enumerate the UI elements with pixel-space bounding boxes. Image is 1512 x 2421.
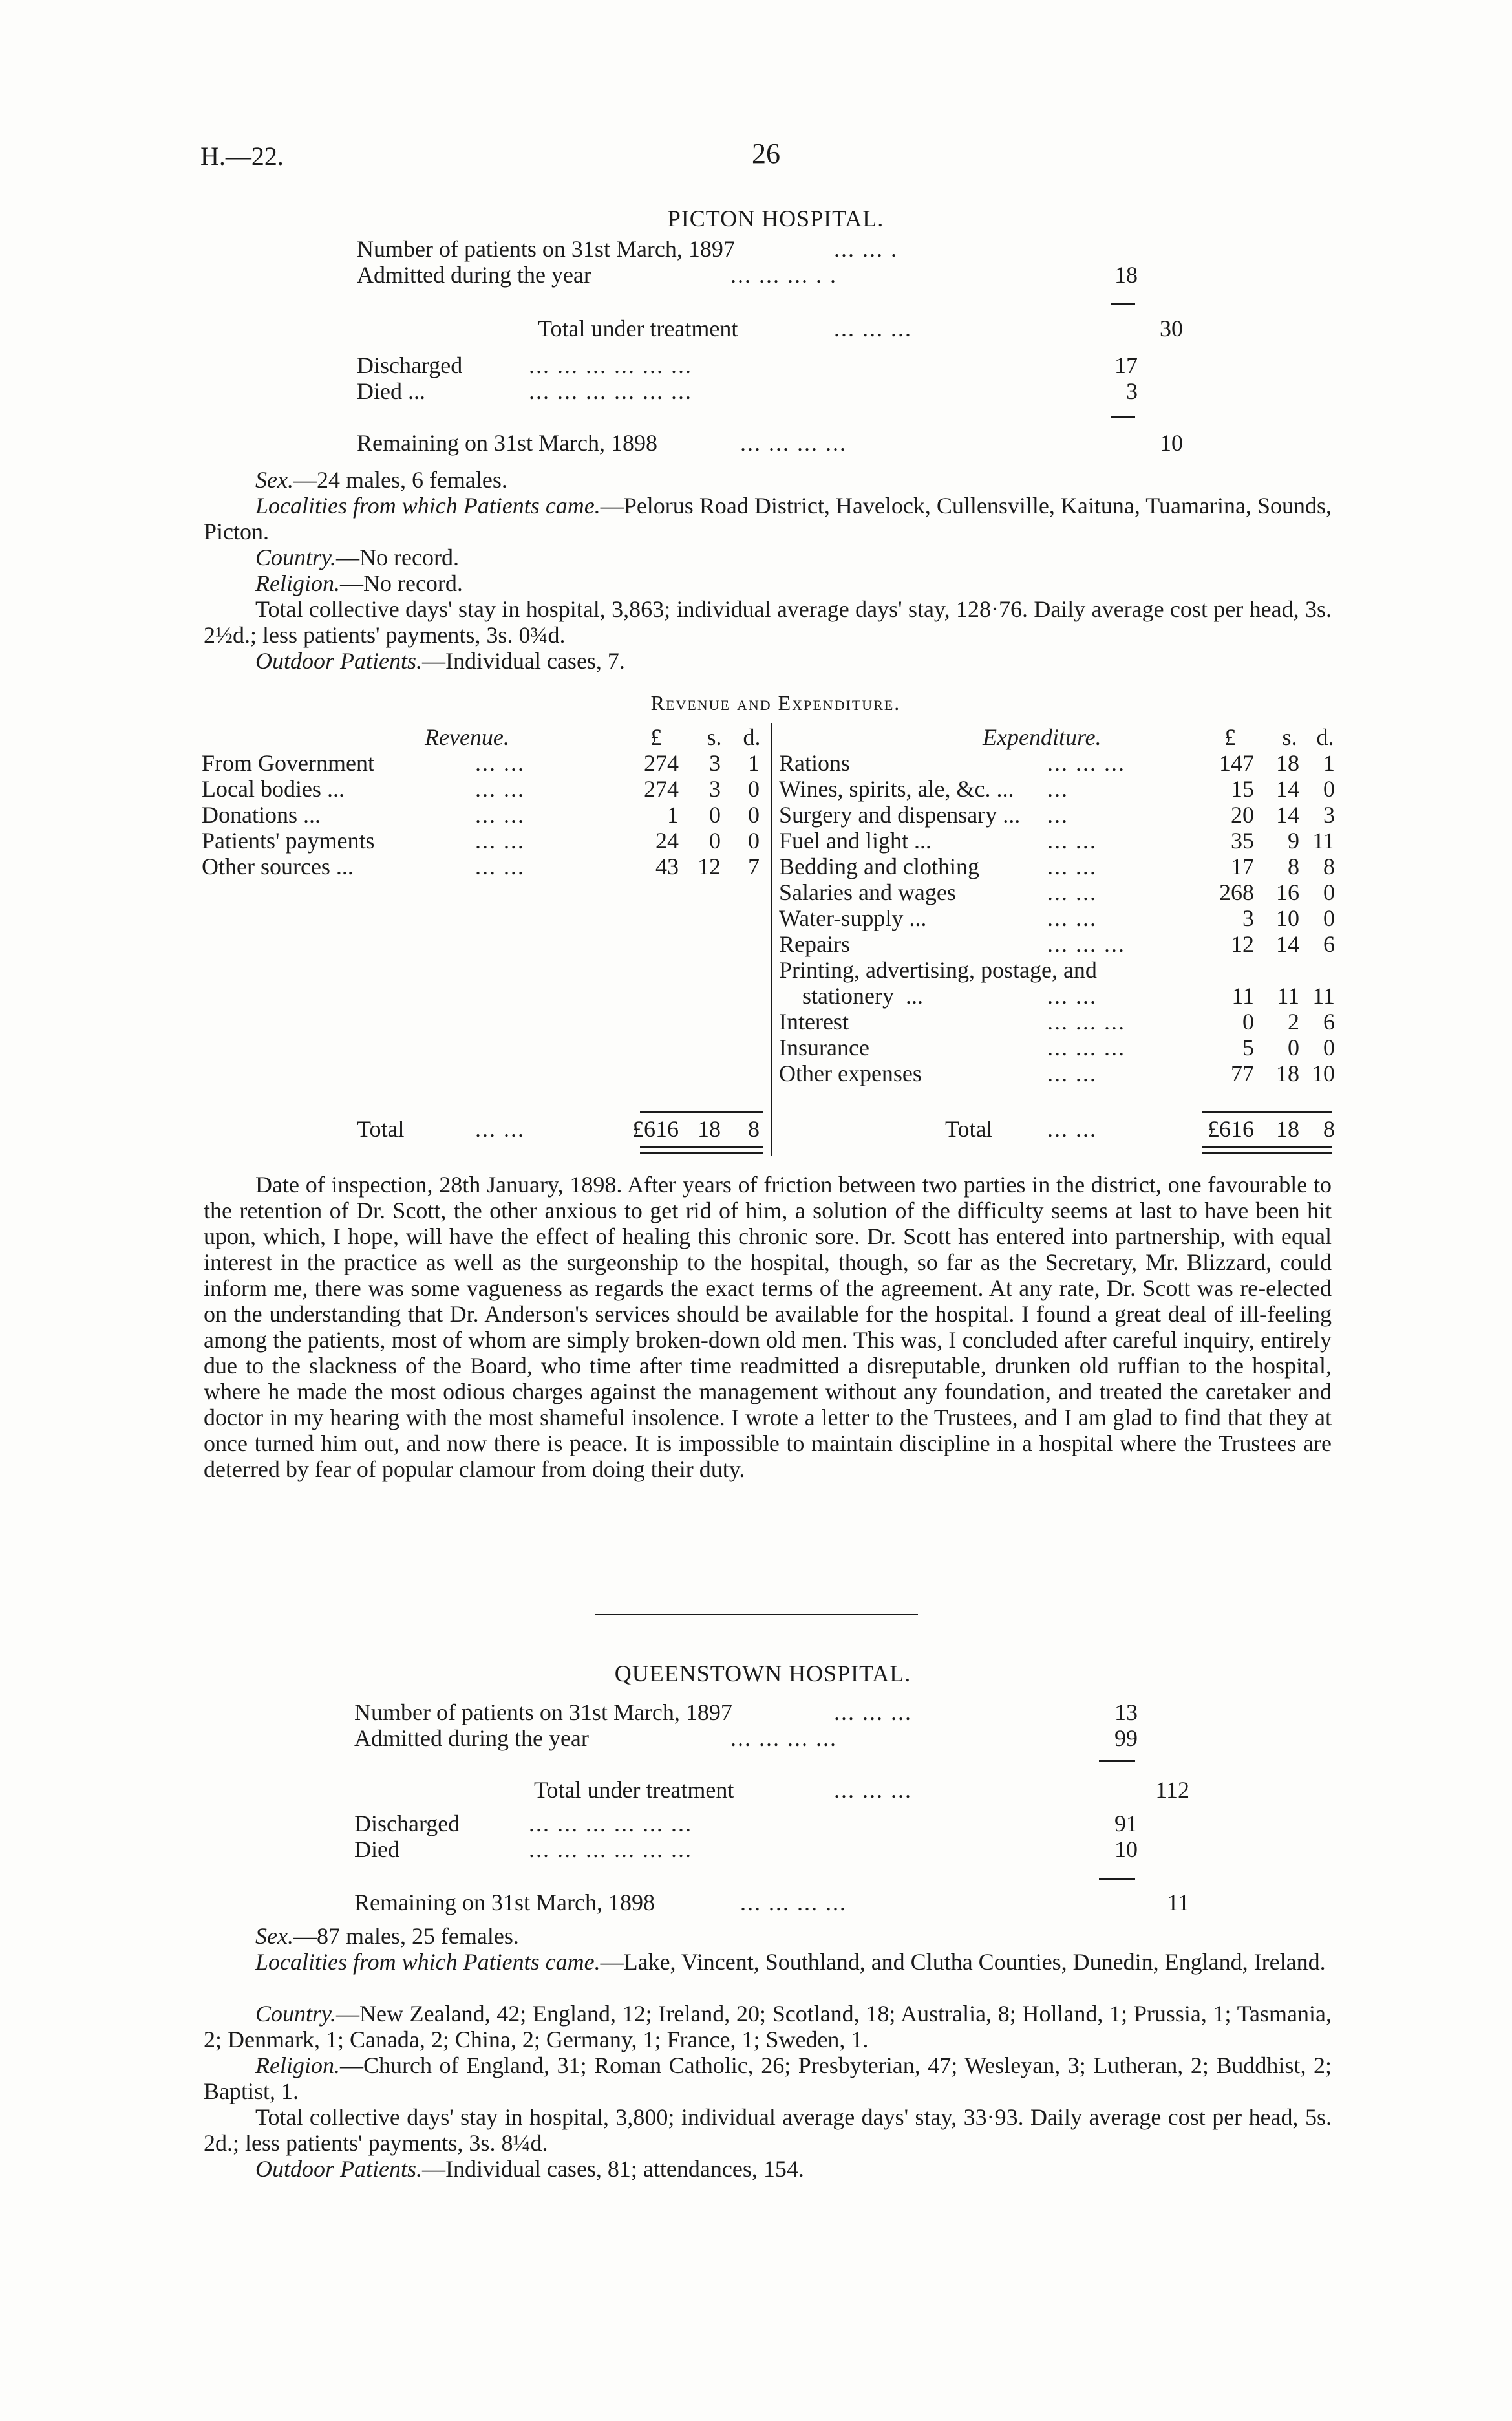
- revenue-item-shillings: 0: [709, 828, 721, 854]
- expenditure-col-pence: d.: [1316, 724, 1334, 750]
- revenue-total-label: Total: [357, 1116, 405, 1142]
- revenue-item-pence: 0: [748, 776, 760, 802]
- picton-died-value: 3: [1126, 378, 1138, 404]
- expenditure-item-shillings: 14: [1276, 776, 1299, 802]
- expenditure-item-label: Salaries and wages: [779, 879, 956, 905]
- picton-remaining-label: Remaining on 31st March, 1898: [357, 430, 657, 456]
- revenue-item-label: Patients' payments: [202, 828, 375, 854]
- revenue-item-pounds: 43: [655, 854, 679, 879]
- expenditure-item-pence: 8: [1323, 854, 1335, 879]
- revenue-item-pounds: 274: [644, 750, 679, 776]
- revenue-item-pounds: 274: [644, 776, 679, 802]
- queenstown-sex: Sex.—87 males, 25 females.: [255, 1923, 519, 1949]
- expenditure-item-pence: 0: [1323, 879, 1335, 905]
- expenditure-total-pence: 8: [1323, 1116, 1335, 1142]
- picton-remaining-rule: [1111, 416, 1135, 418]
- expenditure-total-rule: [1202, 1111, 1332, 1113]
- picton-inspection-report: Date of inspection, 28th January, 1898. After years of friction between two parties in the district, one favourable to the retention of Dr. Scott, the other anxious to get rid of him, a solution of the difficulty seems at last to have been hit upon, which, I hope, will have the effect of healing this chronic sore. Dr. Scott has entered into partnership, with equal interest in the practice as well as the surgeonship to the hospital, though, so far as the Secretary, Mr. Blizzard, could inform me, there was some vagueness as regards the exact terms of the agreement. At any rate, Dr. Scott was re-elected on the understanding that Dr. Anderson's services should be available for the hospital. I found a great deal of ill-feeling among the patients, most of whom are simply broken-down old men. This was, I concluded after careful inquiry, entirely due to the slackness of the Board, who time after time readmitted a disreputable, drunken old ruffian to the hospital, where he made the most odious charges against the management without any foundation, and treated the caretaker and doctor in my hearing with the most shameful insolence. I wrote a letter to the Trustees, and I am glad to find that they at once turned him out, and now there is peace. It is impossible to maintain discipline in a hospital where the Trustees are deterred by fear of popular clamour from doing their duty.: [204, 1172, 1332, 1482]
- queenstown-title: QUEENSTOWN HOSPITAL.: [614, 1661, 911, 1686]
- revenue-item-label: Local bodies ...: [202, 776, 345, 802]
- expenditure-item-pounds: 77: [1231, 1060, 1254, 1086]
- picton-discharged-dots: ... ... ... ... ... ...: [529, 352, 692, 378]
- expenditure-item-pounds: 147: [1219, 750, 1254, 776]
- revenue-item-dots: ... ...: [475, 802, 525, 828]
- section-separator: [595, 1614, 918, 1615]
- revenue-item-pence: 0: [748, 828, 760, 854]
- expenditure-item-dots: ... ... ...: [1047, 1035, 1125, 1060]
- expenditure-item-pounds: 5: [1242, 1035, 1254, 1060]
- expenditure-item-pounds: 35: [1231, 828, 1254, 854]
- expenditure-item-dots: ... ...: [1047, 1060, 1097, 1086]
- picton-accounts-title: Revenue and Expenditure.: [650, 691, 901, 715]
- revenue-item-dots: ... ...: [475, 828, 525, 854]
- queenstown-died-value: 10: [1114, 1836, 1138, 1862]
- picton-discharged-value: 17: [1114, 352, 1138, 378]
- expenditure-item-dots: ...: [1047, 802, 1069, 828]
- revenue-item-pounds: 24: [655, 828, 679, 854]
- picton-total-dots: ... ... ...: [834, 316, 912, 341]
- picton-patients-start-dots: ... ... .: [834, 236, 898, 262]
- queenstown-religion: Religion.—Church of England, 31; Roman Catholic, 26; Presbyterian, 47; Wesleyan, 3; Lutheran, 2; Buddhist, 2; Baptist, 1.: [204, 2052, 1332, 2104]
- expenditure-item-pounds: 268: [1219, 879, 1254, 905]
- expenditure-total-shillings: 18: [1276, 1116, 1299, 1142]
- revenue-item-shillings: 0: [709, 802, 721, 828]
- expenditure-item-dots: ... ...: [1047, 828, 1097, 854]
- expenditure-item-label: Insurance: [779, 1035, 869, 1060]
- queenstown-patients-start-value: 13: [1114, 1699, 1138, 1725]
- queenstown-subtotal-rule: [1099, 1760, 1135, 1762]
- picton-admitted-label: Admitted during the year: [357, 262, 591, 288]
- expenditure-item-dots: ...: [1047, 776, 1069, 802]
- expenditure-item-pence: 1: [1323, 750, 1335, 776]
- expenditure-item-pounds: 17: [1231, 854, 1254, 879]
- revenue-total-pounds: £616: [632, 1116, 679, 1142]
- queenstown-remaining-dots: ... ... ... ...: [740, 1889, 847, 1915]
- expenditure-total-double-rule: [1202, 1146, 1332, 1154]
- picton-patients-start-label: Number of patients on 31st March, 1897: [357, 236, 735, 262]
- revenue-item-label: Other sources ...: [202, 854, 354, 879]
- queenstown-discharged-label: Discharged: [354, 1811, 460, 1836]
- expenditure-item-label: Wines, spirits, ale, &c. ...: [779, 776, 1014, 802]
- revenue-total-shillings: 18: [697, 1116, 721, 1142]
- expenditure-item-shillings: 8: [1288, 854, 1299, 879]
- expenditure-item-dots: ... ...: [1047, 983, 1097, 1009]
- revenue-item-shillings: 3: [709, 750, 721, 776]
- picton-total-label: Total under treatment: [538, 316, 738, 341]
- expenditure-item-pounds: 0: [1242, 1009, 1254, 1035]
- expenditure-item-pence: 3: [1323, 802, 1335, 828]
- expenditure-item-shillings: 14: [1276, 802, 1299, 828]
- report-reference: H.—22.: [200, 142, 284, 171]
- expenditure-item-pence: 10: [1312, 1060, 1335, 1086]
- expenditure-item-dots: ... ... ...: [1047, 931, 1125, 957]
- queenstown-discharged-value: 91: [1114, 1811, 1138, 1836]
- expenditure-item-label: stationery ...: [779, 983, 923, 1009]
- revenue-item-pounds: 1: [667, 802, 679, 828]
- expenditure-item-dots: ... ...: [1047, 879, 1097, 905]
- picton-religion: Religion.—No record.: [255, 570, 463, 596]
- expenditure-item-label: Other expenses: [779, 1060, 922, 1086]
- expenditure-item-label: Printing, advertising, postage, and: [779, 957, 1097, 983]
- revenue-item-shillings: 12: [697, 854, 721, 879]
- picton-died-dots: ... ... ... ... ... ...: [529, 378, 692, 404]
- revenue-col-shillings: s.: [707, 724, 722, 750]
- revenue-item-dots: ... ...: [475, 776, 525, 802]
- queenstown-patients-start-dots: ... ... ...: [834, 1699, 912, 1725]
- queenstown-admitted-value: 99: [1114, 1725, 1138, 1751]
- queenstown-admitted-label: Admitted during the year: [354, 1725, 589, 1751]
- expenditure-total-pounds: £616: [1208, 1116, 1254, 1142]
- expenditure-item-dots: ... ...: [1047, 905, 1097, 931]
- expenditure-item-shillings: 14: [1276, 931, 1299, 957]
- expenditure-heading: Expenditure.: [983, 724, 1102, 750]
- queenstown-died-dots: ... ... ... ... ... ...: [529, 1836, 692, 1862]
- revenue-item-shillings: 3: [709, 776, 721, 802]
- accounts-divider: [771, 723, 772, 1156]
- queenstown-remaining-value: 11: [1167, 1889, 1189, 1915]
- expenditure-item-label: Water-supply ...: [779, 905, 927, 931]
- queenstown-total-value: 112: [1155, 1777, 1189, 1803]
- queenstown-admitted-dots: ... ... ... ...: [730, 1725, 837, 1751]
- revenue-item-pence: 0: [748, 802, 760, 828]
- expenditure-item-pence: 6: [1323, 1009, 1335, 1035]
- picton-remaining-dots: ... ... ... ...: [740, 430, 847, 456]
- expenditure-item-pence: 11: [1312, 828, 1335, 854]
- revenue-item-label: Donations ...: [202, 802, 321, 828]
- picton-admitted-dots: ... ... ... . .: [730, 262, 837, 288]
- queenstown-localities: Localities from which Patients came.—Lake, Vincent, Southland, and Clutha Counties, Dunedin, England, Ireland.: [255, 1949, 1326, 1975]
- picton-country: Country.—No record.: [255, 544, 459, 570]
- expenditure-item-dots: ... ...: [1047, 854, 1097, 879]
- picton-remaining-value: 10: [1160, 430, 1183, 456]
- revenue-total-pence: 8: [748, 1116, 760, 1142]
- expenditure-item-shillings: 10: [1276, 905, 1299, 931]
- expenditure-item-pence: 0: [1323, 1035, 1335, 1060]
- expenditure-item-shillings: 2: [1288, 1009, 1299, 1035]
- expenditure-item-pence: 0: [1323, 905, 1335, 931]
- expenditure-item-pence: 6: [1323, 931, 1335, 957]
- expenditure-total-dots: ... ...: [1047, 1116, 1097, 1142]
- expenditure-total-label: Total: [945, 1116, 993, 1142]
- expenditure-col-pounds: £: [1224, 724, 1236, 750]
- revenue-total-dots: ... ...: [475, 1116, 525, 1142]
- queenstown-total-label: Total under treatment: [534, 1777, 734, 1803]
- picton-total-value: 30: [1160, 316, 1183, 341]
- picton-sex: Sex.—24 males, 6 females.: [255, 467, 507, 493]
- expenditure-item-label: Fuel and light ...: [779, 828, 932, 854]
- expenditure-item-pounds: 3: [1242, 905, 1254, 931]
- picton-died-label: Died ...: [357, 378, 425, 404]
- queenstown-remaining-label: Remaining on 31st March, 1898: [354, 1889, 655, 1915]
- revenue-col-pence: d.: [743, 724, 761, 750]
- queenstown-patients-start-label: Number of patients on 31st March, 1897: [354, 1699, 732, 1725]
- queenstown-remaining-rule: [1099, 1878, 1135, 1880]
- expenditure-item-shillings: 11: [1277, 983, 1299, 1009]
- expenditure-item-shillings: 0: [1288, 1035, 1299, 1060]
- picton-outdoor: Outdoor Patients.—Individual cases, 7.: [255, 648, 625, 674]
- expenditure-item-dots: ... ... ...: [1047, 750, 1125, 776]
- picton-admitted-value: 18: [1114, 262, 1138, 288]
- expenditure-item-shillings: 9: [1288, 828, 1299, 854]
- expenditure-item-label: Interest: [779, 1009, 849, 1035]
- expenditure-item-pounds: 12: [1231, 931, 1254, 957]
- expenditure-item-pounds: 11: [1231, 983, 1254, 1009]
- picton-stay: Total collective days' stay in hospital, 3,863; individual average days' stay, 128·76. Daily average cost per head, 3s. 2½d.; less patients' payments, 3s. 0¾d.: [204, 596, 1332, 648]
- revenue-item-pence: 7: [748, 854, 760, 879]
- expenditure-item-dots: ... ... ...: [1047, 1009, 1125, 1035]
- queenstown-outdoor: Outdoor Patients.—Individual cases, 81; attendances, 154.: [255, 2156, 804, 2182]
- queenstown-country: Country.—New Zealand, 42; England, 12; Ireland, 20; Scotland, 18; Australia, 8; Holland, 1; Prussia, 1; Tasmania, 2; Denmark, 1; Canada, 2; China, 2; Germany, 1; France, 1; Sweden, 1.: [204, 2001, 1332, 2052]
- revenue-item-pence: 1: [748, 750, 760, 776]
- expenditure-item-label: Repairs: [779, 931, 850, 957]
- expenditure-item-shillings: 16: [1276, 879, 1299, 905]
- expenditure-item-shillings: 18: [1276, 1060, 1299, 1086]
- revenue-item-label: From Government: [202, 750, 374, 776]
- revenue-item-dots: ... ...: [475, 854, 525, 879]
- expenditure-item-label: Bedding and clothing: [779, 854, 979, 879]
- picton-localities: Localities from which Patients came.—Pelorus Road District, Havelock, Cullensville, Kaituna, Tuamarina, Sounds, Picton.: [204, 493, 1332, 544]
- revenue-col-pounds: £: [650, 724, 662, 750]
- expenditure-item-pence: 11: [1312, 983, 1335, 1009]
- queenstown-discharged-dots: ... ... ... ... ... ...: [529, 1811, 692, 1836]
- queenstown-stay: Total collective days' stay in hospital, 3,800; individual average days' stay, 33·93. Daily average cost per head, 5s. 2d.; less patients' payments, 3s. 8¼d.: [204, 2104, 1332, 2156]
- expenditure-item-label: Surgery and dispensary ...: [779, 802, 1021, 828]
- page-number: 26: [752, 138, 780, 169]
- expenditure-col-shillings: s.: [1282, 724, 1297, 750]
- picton-title: PICTON HOSPITAL.: [667, 206, 884, 231]
- picton-subtotal-rule: [1111, 303, 1135, 305]
- expenditure-item-pounds: 15: [1231, 776, 1254, 802]
- queenstown-died-label: Died: [354, 1836, 399, 1862]
- revenue-total-rule: [640, 1111, 763, 1113]
- revenue-item-dots: ... ...: [475, 750, 525, 776]
- expenditure-item-pence: 0: [1323, 776, 1335, 802]
- revenue-total-double-rule: [640, 1146, 763, 1154]
- revenue-heading: Revenue.: [425, 724, 509, 750]
- expenditure-item-pounds: 20: [1231, 802, 1254, 828]
- picton-discharged-label: Discharged: [357, 352, 463, 378]
- expenditure-item-shillings: 18: [1276, 750, 1299, 776]
- expenditure-item-label: Rations: [779, 750, 851, 776]
- queenstown-total-dots: ... ... ...: [834, 1777, 912, 1803]
